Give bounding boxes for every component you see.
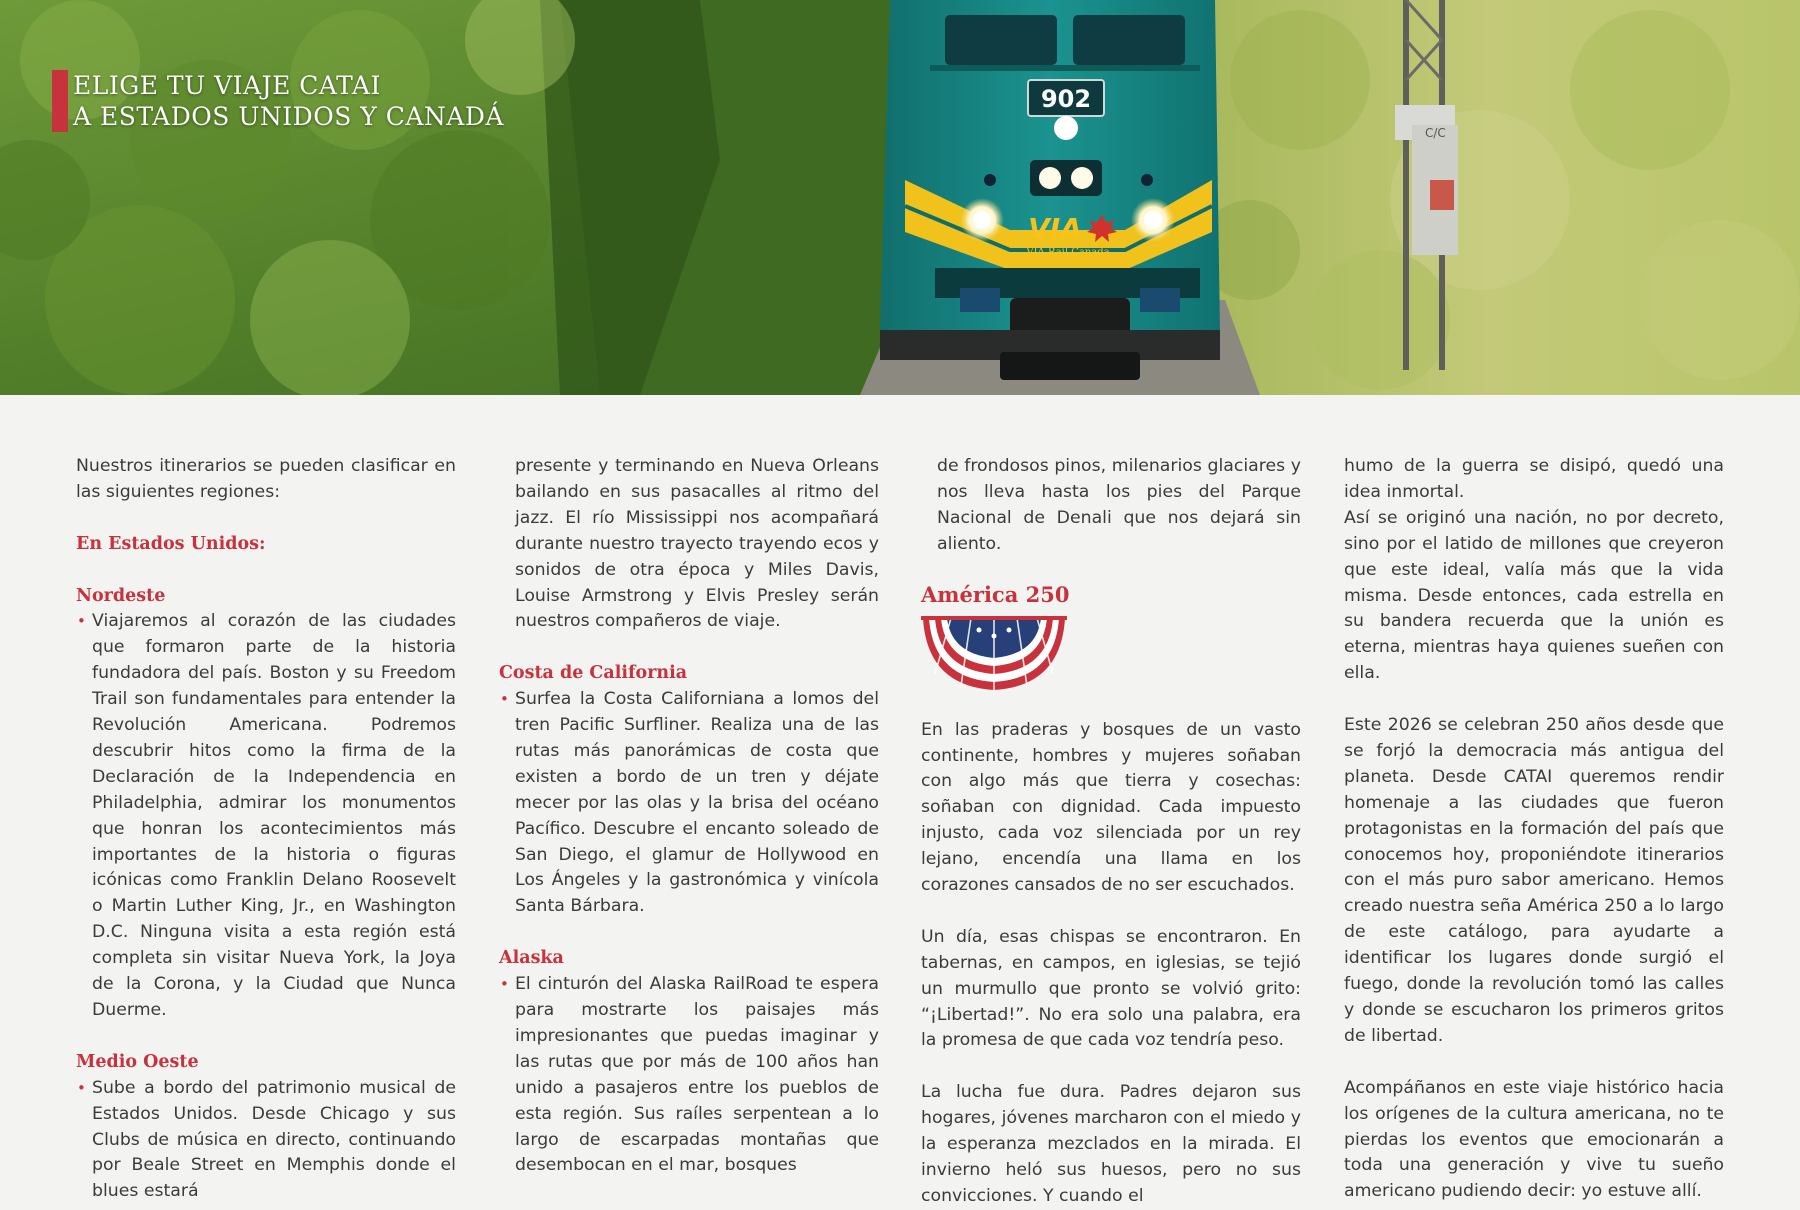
bullet-dot-icon: • [77,1078,86,1097]
column-4 [1344,454,1724,1205]
medio-oeste-text: Sube a bordo del patrimonio musical de Estados Unidos. Desde Chicago y sus Clubs de música en directo, continuando por Beale Street en Memphis donde el blues estará [92,1077,456,1202]
nordeste-title: Nordeste [76,585,166,606]
column-2 [499,454,879,1179]
hero-title [52,70,504,132]
america-250-title: América 250 [921,581,1070,607]
signal-label: C/C [1425,126,1446,140]
hero-title-line-2: A ESTADOS UNIDOS Y CANADÁ [73,102,504,131]
alaska-item [499,972,879,1179]
locomotive-graphic [880,0,1220,380]
intro-text: Nuestros itinerarios se pueden clasificar en las siguientes regiones: [76,456,456,502]
column-3 [921,454,1301,1210]
hero-photo [0,0,1800,395]
alaska-title: Alaska [499,948,564,969]
train-sublogo: VIA Rail Canada [1026,247,1110,258]
california-item [499,687,879,920]
train-logo: VIA [1028,212,1082,245]
train-landscape-illustration [0,0,1800,395]
america-paragraph-4: humo de la guerra se disipó, quedó una idea inmortal. [1344,456,1724,502]
america-paragraph-7: Acompáñanos en este viaje histórico hacia los orígenes de la cultura americana, no te pierdas los eventos que emocionarán a toda una generación y vive tu sueño americano pudiendo decir: yo estuve allí. [1344,1077,1724,1202]
train-number: 902 [1040,85,1092,113]
california-text: Surfea la Costa Californiana a lomos del tren Pacific Surfliner. Realiza una de las rutas más panorámicas de costa que existen a bordo de un tren y déjate mecer por las olas y la brisa del océano Pacífico. Descubre el encanto soleado de San Diego, el glamur de Hollywood en Los Ángeles y la gastronómica y vinícola Santa Bárbara. [515,689,879,917]
america-paragraph-5: Así se originó una nación, no por decreto, sino por el latido de millones que creyeron que este ideal, valía más que la vida misma. Desde entonces, cada estrella en su bandera recuerda que la unión es eterna, mientras haya quienes sueñen con ella. [1344,507,1724,684]
medio-oeste-title: Medio Oeste [76,1051,199,1072]
alaska-continued: de frondosos pinos, milenarios glaciares y nos lleva hasta los pies del Parque Nacional de Denali que nos dejará sin aliento. [937,456,1301,554]
america-250-bunting-icon [921,616,1067,692]
america-paragraph-2: Un día, esas chispas se encontraron. En tabernas, en campos, en iglesias, se tejió un murmullo que pronto se volvió grito: “¡Libertad!”. No era solo una palabra, era la promesa de que cada voz tendría peso. [921,926,1301,1051]
column-1 [76,454,456,1205]
california-title: Costa de California [499,663,688,684]
hero-title-line-1: ELIGE TU VIAJE CATAI [73,71,381,100]
section-title-us: En Estados Unidos: [76,533,266,554]
america-paragraph-6: Este 2026 se celebran 250 años desde que se forjó la democracia más antigua del planeta. Desde CATAI queremos rendir homenaje a las ciudades que fueron protagonistas en la formación del país que conocemos hoy, proponiéndote itinerarios con el más puro sabor americano. Hemos creado nuestra seña América 250 a lo largo de este catálogo, para ayudarte a identificar los lugares donde surgió el fuego, donde la revolución tomó las calles y donde se escucharon los primeros gritos de libertad. [1344,715,1724,1046]
medio-oeste-item [76,1076,456,1206]
bullet-dot-icon: • [500,975,509,994]
nordeste-item [76,609,456,1024]
alaska-text: El cinturón del Alaska RailRoad te espera para mostrarte los paisajes más impresionantes que puedas imaginar y las rutas que por más de 100 años han unido a pasajeros entre los pueblos de esta región. Sus raíles serpentean a lo largo de escarpadas montañas que desembocan en el mar, bosques [515,974,879,1176]
bullet-dot-icon: • [500,690,509,709]
nordeste-text: Viajaremos al corazón de las ciudades que formaron parte de la historia fundadora del país. Boston y su Freedom Trail son fundamentales para entender la Revolución Americana. Podremos descubrir hitos como la firma de la Declaración de la Independencia en Philadelphia, admirar los monumentos que honran los acontecimientos más importantes de la historia o figuras icónicas como Franklin Delano Roosevelt o Martin Luther King, Jr., en Washington D.C. Ninguna visita a esta región está completa sin visitar Nueva York, la Joya de la Corona, y la Ciudad que Nunca Duerme. [92,611,456,1020]
bullet-dot-icon: • [77,612,86,631]
america-paragraph-1: En las praderas y bosques de un vasto continente, hombres y mujeres soñaban con algo más que tierra y cosechas: soñaban con dignidad. Cada impuesto injusto, cada voz silenciada por un rey lejano, encendía una llama en los corazones cansados de no ser escuchados. [921,719,1301,896]
america-paragraph-3: La lucha fue dura. Padres dejaron sus hogares, jóvenes marcharon con el miedo y la esperanza mezclados en la mirada. El invierno heló sus huesos, pero no sus convicciones. Y cuando el [921,1082,1301,1206]
medio-oeste-continued: presente y terminando en Nueva Orleans bailando en sus pasacalles al ritmo del jazz. El río Mississippi nos acompañará durante nuestro trayecto trayendo ecos y sonidos de otra época y Miles Davis, Louise Armstrong y Elvis Presley serán nuestros compañeros de viaje. [515,456,879,632]
